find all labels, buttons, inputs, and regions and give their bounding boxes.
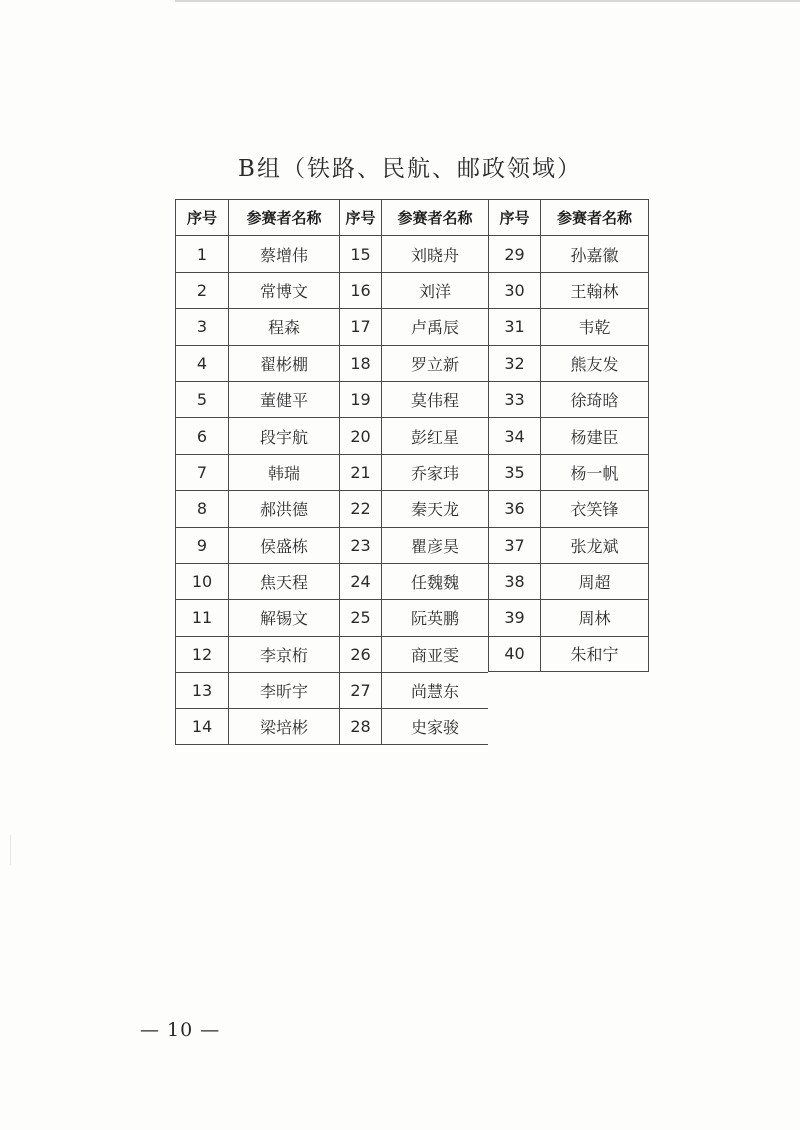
table-cell-number: 18 [339, 345, 381, 381]
top-edge-rule [175, 0, 800, 2]
table-cell-number: 5 [175, 381, 228, 417]
table-cell-number: 31 [488, 308, 540, 344]
table-cell-name: 程森 [228, 308, 339, 344]
table-cell-name: 张龙斌 [540, 527, 649, 563]
table-cell-name: 蔡增伟 [228, 235, 339, 271]
table-cell-name: 朱和宁 [540, 636, 649, 672]
table-cell-number: 21 [339, 454, 381, 490]
table-cell-name: 韦乾 [540, 308, 649, 344]
table-cell-number: 8 [175, 490, 228, 526]
table-cell-name: 焦天程 [228, 563, 339, 599]
column-header-number: 序号 [175, 199, 228, 235]
table-cell-name: 莫伟程 [381, 381, 488, 417]
table-cell-name: 杨建臣 [540, 417, 649, 453]
table-cell-name: 卢禹辰 [381, 308, 488, 344]
table-cell-name: 罗立新 [381, 345, 488, 381]
table-cell-number: 29 [488, 235, 540, 271]
table-cell-number: 9 [175, 527, 228, 563]
table-cell-number: 28 [339, 708, 381, 744]
table-cell-name: 衣笑锋 [540, 490, 649, 526]
table-cell-number: 16 [339, 272, 381, 308]
table-cell-name: 乔家玮 [381, 454, 488, 490]
table-cell-number: 15 [339, 235, 381, 271]
table-empty-area [488, 708, 540, 744]
table-cell-number: 20 [339, 417, 381, 453]
table-empty-area [540, 708, 649, 744]
table-cell-number: 10 [175, 563, 228, 599]
table-cell-number: 33 [488, 381, 540, 417]
table-cell-number: 19 [339, 381, 381, 417]
table-cell-number: 24 [339, 563, 381, 599]
table-cell-name: 刘晓舟 [381, 235, 488, 271]
table-cell-number: 22 [339, 490, 381, 526]
table-cell-number: 2 [175, 272, 228, 308]
table-cell-name: 史家骏 [381, 708, 488, 744]
table-cell-number: 23 [339, 527, 381, 563]
table-empty-area [540, 672, 649, 708]
table-cell-name: 阮英鹏 [381, 599, 488, 635]
column-header-name: 参赛者名称 [540, 199, 649, 235]
table-cell-number: 35 [488, 454, 540, 490]
table-cell-name: 秦天龙 [381, 490, 488, 526]
page-title: B组（铁路、民航、邮政领域） [238, 156, 582, 182]
column-header-name: 参赛者名称 [381, 199, 488, 235]
column-header-name: 参赛者名称 [228, 199, 339, 235]
table-cell-number: 1 [175, 235, 228, 271]
table-cell-number: 4 [175, 345, 228, 381]
table-cell-name: 李京桁 [228, 636, 339, 672]
table-cell-number: 40 [488, 636, 540, 672]
table-cell-number: 17 [339, 308, 381, 344]
table-cell-name: 周林 [540, 599, 649, 635]
table-cell-name: 徐琦晗 [540, 381, 649, 417]
scan-edge-mark [10, 835, 11, 865]
table-cell-number: 13 [175, 672, 228, 708]
table-empty-area [488, 672, 540, 708]
table-cell-number: 38 [488, 563, 540, 599]
table-cell-name: 郝洪德 [228, 490, 339, 526]
table-cell-name: 周超 [540, 563, 649, 599]
table-cell-name: 刘洋 [381, 272, 488, 308]
table-cell-name: 王翰林 [540, 272, 649, 308]
table-cell-number: 36 [488, 490, 540, 526]
table-cell-name: 侯盛栋 [228, 527, 339, 563]
table-cell-number: 37 [488, 527, 540, 563]
table-cell-name: 韩瑞 [228, 454, 339, 490]
table-cell-number: 34 [488, 417, 540, 453]
table-cell-number: 14 [175, 708, 228, 744]
page-number: — 10 — [140, 1019, 221, 1041]
table-cell-name: 李昕宇 [228, 672, 339, 708]
table-cell-name: 解锡文 [228, 599, 339, 635]
table-cell-name: 梁培彬 [228, 708, 339, 744]
table-cell-number: 32 [488, 345, 540, 381]
table-cell-number: 26 [339, 636, 381, 672]
table-cell-name: 常博文 [228, 272, 339, 308]
table-cell-name: 熊友发 [540, 345, 649, 381]
table-cell-number: 3 [175, 308, 228, 344]
table-cell-number: 25 [339, 599, 381, 635]
table-cell-name: 董健平 [228, 381, 339, 417]
table-cell-name: 翟彬棚 [228, 345, 339, 381]
table-cell-name: 孙嘉徽 [540, 235, 649, 271]
table-cell-number: 7 [175, 454, 228, 490]
column-header-number: 序号 [488, 199, 540, 235]
contestant-table [175, 199, 649, 745]
table-cell-number: 6 [175, 417, 228, 453]
table-cell-number: 30 [488, 272, 540, 308]
table-cell-number: 27 [339, 672, 381, 708]
table-cell-name: 尚慧东 [381, 672, 488, 708]
table-cell-number: 11 [175, 599, 228, 635]
table-cell-name: 彭红星 [381, 417, 488, 453]
table-cell-name: 段宇航 [228, 417, 339, 453]
table-cell-number: 39 [488, 599, 540, 635]
table-cell-number: 12 [175, 636, 228, 672]
column-header-number: 序号 [339, 199, 381, 235]
table-cell-name: 任魏魏 [381, 563, 488, 599]
table-cell-name: 商亚雯 [381, 636, 488, 672]
contestant-table-grid [175, 199, 649, 745]
table-cell-name: 瞿彦昊 [381, 527, 488, 563]
table-cell-name: 杨一帆 [540, 454, 649, 490]
